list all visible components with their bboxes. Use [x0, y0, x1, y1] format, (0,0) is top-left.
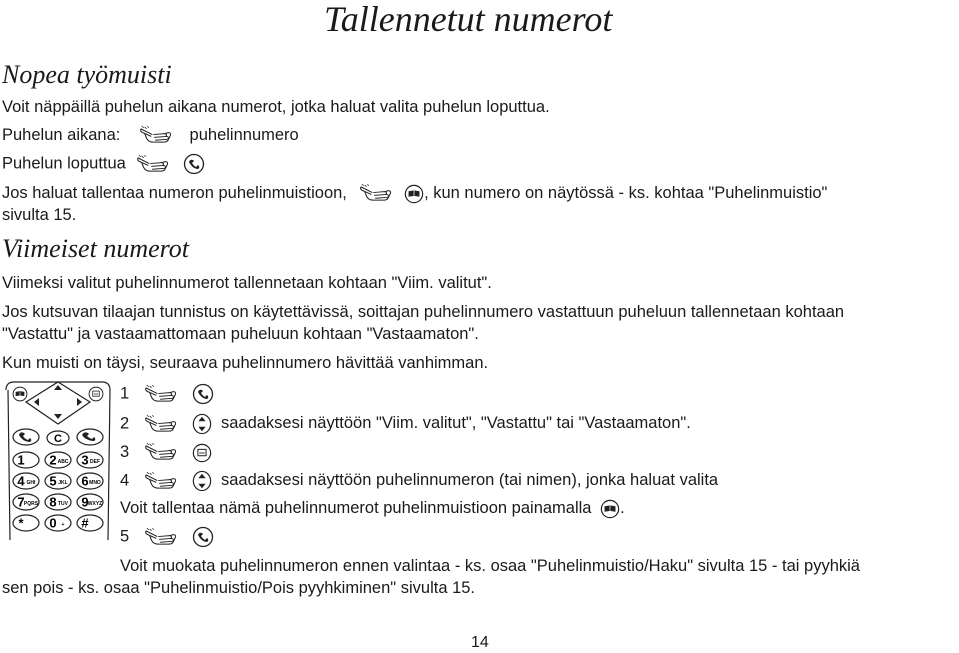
keypad-key-2	[45, 452, 71, 468]
keypad-key-label: 9	[81, 494, 89, 510]
keypad-key-7	[13, 494, 39, 510]
keypad-key-1	[13, 452, 39, 468]
keypad-key-6	[77, 473, 103, 489]
keypad-key-label: *	[18, 515, 24, 531]
edit-note-b: sen pois - ks. osaa "Puhelinmuistio/Pois pyyhkiminen" sivulta 15.	[2, 579, 476, 597]
end-call-line	[2, 153, 205, 175]
save-text-b: , kun numero on näytössä - ks. kohtaa "Puhelinmuistio"	[424, 184, 828, 202]
save-to-phonebook-tip	[120, 498, 625, 519]
keypad-key-9	[77, 494, 103, 510]
keypad-key-label: 3	[81, 452, 89, 468]
keypad-key-label: 0	[49, 515, 57, 531]
keypad-key-#	[77, 515, 103, 531]
phonebook-key-icon	[600, 499, 620, 519]
section-heading-recent: Viimeiset numerot	[2, 234, 190, 263]
hand-press-icon	[139, 125, 177, 146]
updown-key-icon	[192, 413, 212, 435]
hand-press-icon	[144, 414, 182, 435]
during-call-value: puhelinnumero	[189, 126, 299, 144]
keypad-key-label: 4	[17, 473, 25, 489]
step-3	[120, 442, 212, 463]
step-number: 3	[120, 443, 130, 461]
phonebook-key-icon	[404, 184, 424, 204]
call-key-icon	[192, 526, 214, 548]
keypad-key-sublabel: ABC	[57, 459, 69, 465]
keypad-key-label: 6	[81, 473, 89, 489]
keypad-key-sublabel: DEF	[90, 459, 100, 465]
save-tip-end: .	[620, 499, 625, 517]
quick-intro: Voit näppäillä puhelun aikana numerot, jotka haluat valita puhelun loputtua.	[2, 98, 550, 116]
save-to-phonebook-line	[2, 183, 827, 204]
keypad-key-sublabel: +	[61, 522, 65, 528]
during-call-line	[2, 125, 299, 146]
hand-press-icon	[144, 527, 182, 548]
hand-press-icon	[144, 442, 182, 463]
step-text: saadaksesi näyttöön puhelinnumeron (tai nimen), jonka haluat valita	[220, 471, 719, 490]
save-text-a: Jos haluat tallentaa numeron puhelinmuistioon,	[2, 184, 347, 202]
during-call-label: Puhelun aikana:	[2, 126, 121, 144]
keypad-key-label: 7	[17, 494, 25, 510]
call-key-icon	[192, 383, 214, 405]
keypad-key-label: #	[81, 515, 89, 531]
hand-press-icon	[144, 384, 182, 405]
end-call-label: Puhelun loputtua	[2, 154, 126, 173]
keypad-key-8	[45, 494, 71, 510]
step-2	[120, 413, 691, 435]
keypad-key-label: 2	[49, 452, 57, 468]
keypad-key-5	[45, 473, 71, 489]
menu-key-icon	[192, 443, 212, 463]
keypad-key-0	[45, 515, 71, 531]
hand-press-icon	[144, 471, 182, 492]
updown-key-icon	[192, 470, 212, 492]
keypad-key-*	[13, 515, 39, 531]
recent-p2a: Jos kutsuvan tilaajan tunnistus on käytettävissä, soittajan puhelinnumero vastattuun puheluun tallennetaan kohtaan	[2, 303, 845, 321]
recent-p2b: "Vastattu" ja vastaamattomaan puheluun kohtaan "Vastaamaton".	[2, 325, 479, 343]
save-text-c: sivulta 15.	[2, 206, 77, 224]
keypad-key-sublabel: MNO	[89, 480, 101, 486]
keypad-key-label: 5	[49, 473, 57, 489]
save-tip-text: Voit tallentaa nämä puhelinnumerot puhelinmuistioon painamalla	[120, 499, 592, 517]
phonebook-key-icon	[13, 387, 27, 401]
phone-keypad-illustration	[4, 380, 112, 548]
step-number: 5	[120, 527, 130, 546]
menu-key-icon	[89, 387, 103, 401]
keypad-key-sublabel: WXYZ	[87, 501, 103, 507]
recent-p1: Viimeksi valitut puhelinnumerot tallennetaan kohtaan "Viim. valitut".	[2, 274, 492, 292]
step-4	[120, 470, 718, 492]
step-number: 1	[120, 384, 130, 403]
step-5	[120, 526, 214, 548]
keypad-key-sublabel: JKL	[58, 480, 68, 486]
step-text: saadaksesi näyttöön "Viim. valitut", "Vastattu" tai "Vastaamaton".	[220, 414, 691, 433]
hand-press-icon	[359, 183, 397, 204]
keypad-key-3	[77, 452, 103, 468]
section-heading-quick: Nopea työmuisti	[2, 60, 172, 89]
recent-p3: Kun muisti on täysi, seuraava puhelinnumero hävittää vanhimman.	[2, 354, 489, 372]
page-title: Tallennetut numerot	[324, 0, 613, 39]
call-key-icon	[183, 153, 205, 175]
clear-key-label: C	[54, 433, 62, 445]
keypad-key-sublabel: GHI	[26, 480, 36, 486]
keypad-key-4	[13, 473, 39, 489]
keypad-key-sublabel: TUV	[58, 501, 68, 507]
edit-note-a: Voit muokata puhelinnumeron ennen valintaa - ks. osaa "Puhelinmuistio/Haku" sivulta 15 - tai pyyhkiä	[120, 557, 860, 575]
step-1	[120, 383, 214, 405]
page-number: 14	[471, 634, 489, 651]
keypad-key-sublabel: PQRS	[23, 501, 39, 507]
keypad-key-label: 1	[17, 452, 25, 468]
keypad-key-label: 8	[49, 494, 57, 510]
step-number: 2	[120, 414, 130, 433]
step-number: 4	[120, 471, 130, 490]
hand-press-icon	[136, 154, 174, 175]
